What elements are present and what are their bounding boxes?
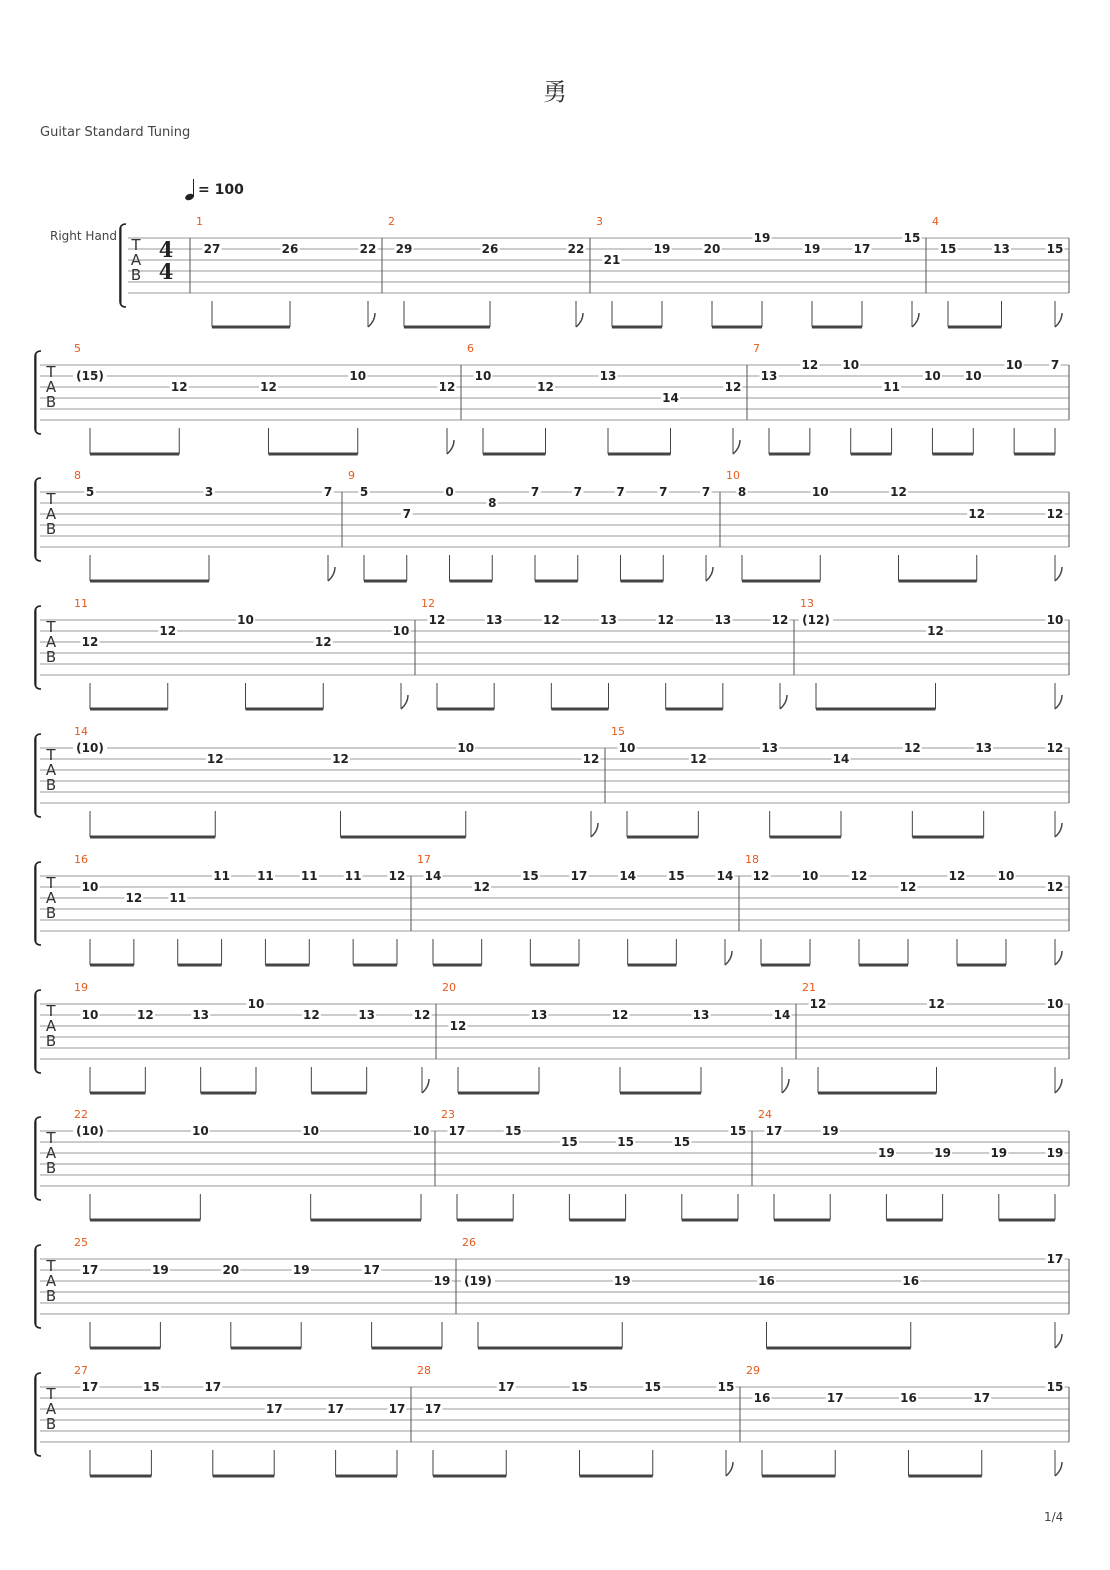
note-flag	[782, 1079, 789, 1093]
fret-number: 12	[1046, 880, 1064, 894]
fret-number: 10	[457, 741, 475, 755]
fret-number: 7	[323, 485, 333, 499]
tab-clef-letter: A	[45, 505, 57, 523]
note-flag	[422, 1079, 429, 1093]
fret-number: 12	[159, 624, 177, 638]
note-flag	[725, 951, 732, 965]
fret-number: 19	[1046, 1146, 1064, 1160]
fret-number: (10)	[76, 741, 104, 755]
fret-number: 12	[125, 891, 143, 905]
fret-number: 10	[924, 369, 941, 383]
fret-number: 12	[302, 1008, 320, 1022]
note-flag	[368, 313, 375, 327]
tab-clef-letter: T	[46, 1002, 56, 1020]
note-flag	[733, 440, 740, 454]
measure-number: 26	[462, 1236, 476, 1249]
tab-clef-letter: A	[130, 251, 142, 269]
note-flag	[1055, 313, 1062, 327]
tab-clef-letter: A	[45, 889, 57, 907]
fret-number: 17	[497, 1380, 515, 1394]
fret-number: 7	[402, 507, 411, 521]
measure-number: 20	[442, 981, 456, 994]
tab-clef-letter: B	[45, 520, 57, 538]
fret-number: 15	[1046, 1380, 1064, 1394]
fret-number: 22	[567, 242, 585, 256]
fret-number: 7	[573, 485, 582, 499]
fret-number: 15	[561, 1135, 578, 1149]
note-flag	[1055, 951, 1062, 965]
fret-number: 10	[237, 613, 254, 627]
fret-number: 12	[428, 613, 446, 627]
fret-number: 12	[1046, 741, 1064, 755]
fret-number: 12	[689, 752, 707, 766]
note-flag	[1055, 567, 1062, 581]
fret-number: 12	[537, 380, 554, 394]
note-flag	[1055, 823, 1062, 837]
note-flag	[1055, 1462, 1062, 1476]
tempo-value: = 100	[198, 182, 244, 198]
note-flag	[1055, 1334, 1062, 1348]
fret-number: 12	[890, 485, 907, 499]
fret-number: 15	[729, 1124, 747, 1138]
score-title: 勇	[543, 78, 567, 106]
measure-number: 1	[196, 215, 203, 228]
fret-number: 7	[530, 485, 540, 499]
fret-number: 10	[618, 741, 636, 755]
fret-number: 7	[659, 485, 668, 499]
fret-number: 19	[433, 1274, 451, 1288]
tab-clef-letter: B	[45, 1287, 57, 1305]
fret-number: 12	[850, 869, 868, 883]
note-flag	[576, 313, 583, 327]
fret-number: 12	[314, 635, 332, 649]
fret-number: 27	[203, 242, 221, 256]
fret-number: 15	[717, 1380, 735, 1394]
measure-number: 25	[74, 1236, 88, 1249]
fret-number: 13	[714, 613, 732, 627]
note-flag	[401, 695, 408, 709]
fret-number: 10	[81, 880, 99, 894]
fret-number: 19	[653, 242, 671, 256]
measure-number: 28	[417, 1364, 431, 1377]
fret-number: 20	[222, 1263, 240, 1277]
fret-number: 15	[667, 869, 685, 883]
fret-number: 13	[485, 613, 503, 627]
tab-clef-letter: T	[46, 490, 56, 508]
fret-number: 14	[662, 391, 679, 405]
fret-number: 0	[445, 485, 454, 499]
fret-number: 12	[136, 1008, 154, 1022]
fret-number: 10	[191, 1124, 209, 1138]
fret-number: 13	[760, 369, 778, 383]
fret-number: 17	[265, 1402, 283, 1416]
measure-number: 7	[753, 342, 760, 355]
fret-number: 15	[521, 869, 539, 883]
tab-clef-letter: B	[45, 1032, 57, 1050]
note-flag	[328, 567, 335, 581]
fret-number: 12	[968, 507, 986, 521]
tab-clef-letter: B	[45, 776, 57, 794]
fret-number: 22	[359, 242, 377, 256]
fret-number: 17	[1046, 1252, 1064, 1266]
fret-number: 11	[257, 869, 274, 883]
note-flag	[912, 313, 919, 327]
note-flag	[706, 567, 713, 581]
fret-number: 15	[644, 1380, 662, 1394]
fret-number: 10	[842, 358, 860, 372]
fret-number: 11	[300, 869, 318, 883]
note-flag	[1055, 695, 1062, 709]
fret-number: 11	[169, 891, 187, 905]
tab-clef-letter: T	[46, 746, 56, 764]
fret-number: 12	[899, 880, 917, 894]
fret-number: 12	[1046, 507, 1064, 521]
fret-number: 17	[424, 1402, 442, 1416]
fret-number: 19	[292, 1263, 310, 1277]
fret-number: 19	[878, 1146, 895, 1160]
tab-clef-letter: T	[46, 1385, 56, 1403]
fret-number: 13	[692, 1008, 710, 1022]
fret-number: 7	[701, 485, 711, 499]
fret-number: 15	[504, 1124, 522, 1138]
fret-number: (10)	[76, 1124, 104, 1138]
fret-number: 10	[997, 869, 1015, 883]
fret-number: 21	[603, 253, 621, 267]
fret-number: 10	[474, 369, 492, 383]
track-name: Right Hand	[50, 229, 118, 243]
measure-number: 13	[800, 597, 814, 610]
fret-number: 19	[990, 1146, 1008, 1160]
fret-number: 10	[1046, 613, 1064, 627]
measure-number: 22	[74, 1108, 88, 1121]
fret-number: 17	[448, 1124, 466, 1138]
tab-clef-letter: T	[46, 1257, 56, 1275]
fret-number: 10	[811, 485, 829, 499]
fret-number: 15	[903, 231, 921, 245]
fret-number: 3	[204, 485, 214, 499]
fret-number: 20	[703, 242, 721, 256]
fret-number: 13	[192, 1008, 210, 1022]
measure-number: 23	[441, 1108, 455, 1121]
fret-number: 11	[213, 869, 230, 883]
fret-number: 17	[81, 1263, 99, 1277]
tab-clef-letter: A	[45, 761, 57, 779]
fret-number: 15	[939, 242, 957, 256]
measure-number: 16	[74, 853, 88, 866]
fret-number: 19	[934, 1146, 951, 1160]
fret-number: 17	[973, 1391, 991, 1405]
fret-number: 13	[975, 741, 993, 755]
fret-number: 16	[900, 1391, 917, 1405]
fret-number: 12	[927, 624, 944, 638]
fret-number: 12	[438, 380, 456, 394]
fret-number: 15	[617, 1135, 634, 1149]
fret-number: 14	[619, 869, 637, 883]
tab-clef-letter: A	[45, 1272, 57, 1290]
fret-number: 12	[332, 752, 349, 766]
fret-number: 17	[765, 1124, 783, 1138]
fret-number: 13	[358, 1008, 376, 1022]
note-flag	[780, 695, 787, 709]
fret-number: 10	[302, 1124, 320, 1138]
fret-number: 12	[582, 752, 600, 766]
fret-number: 16	[753, 1391, 771, 1405]
tab-clef-letter: B	[45, 904, 57, 922]
fret-number: 12	[928, 997, 945, 1011]
measure-number: 14	[74, 725, 88, 738]
measure-number: 12	[421, 597, 435, 610]
note-flag	[1055, 1079, 1062, 1093]
fret-number: 10	[247, 997, 265, 1011]
tab-clef-letter: T	[46, 618, 56, 636]
fret-number: 12	[948, 869, 966, 883]
fret-number: 19	[152, 1263, 169, 1277]
fret-number: 16	[902, 1274, 920, 1288]
fret-number: 12	[473, 880, 491, 894]
fret-number: 10	[801, 869, 819, 883]
fret-number: 5	[85, 485, 95, 499]
fret-number: 17	[327, 1402, 344, 1416]
fret-number: 13	[530, 1008, 548, 1022]
fret-number: 26	[481, 242, 499, 256]
fret-number: 12	[809, 997, 827, 1011]
page-number: 1/4	[1044, 1510, 1064, 1524]
fret-number: 10	[1005, 358, 1023, 372]
tab-clef-letter: A	[45, 1144, 57, 1162]
fret-number: 8	[737, 485, 747, 499]
fret-number: 12	[657, 613, 675, 627]
fret-number: 12	[81, 635, 99, 649]
measure-number: 15	[611, 725, 625, 738]
fret-number: 13	[761, 741, 779, 755]
fret-number: 15	[143, 1380, 160, 1394]
fret-number: 12	[724, 380, 742, 394]
tab-clef-letter: A	[45, 1400, 57, 1418]
fret-number: 17	[853, 242, 871, 256]
fret-number: 12	[752, 869, 770, 883]
fret-number: 15	[1046, 242, 1064, 256]
tab-clef-letter: A	[45, 633, 57, 651]
time-signature-top: 4	[158, 237, 174, 262]
fret-number: 11	[344, 869, 362, 883]
tab-clef-letter: B	[130, 266, 142, 284]
fret-number: 12	[388, 869, 406, 883]
measure-number: 3	[596, 215, 603, 228]
fret-number: (15)	[76, 369, 104, 383]
fret-number: 29	[395, 242, 413, 256]
fret-number: 17	[826, 1391, 844, 1405]
measure-number: 29	[746, 1364, 760, 1377]
fret-number: 12	[449, 1019, 467, 1033]
fret-number: 7	[616, 485, 625, 499]
measure-number: 27	[74, 1364, 88, 1377]
fret-number: 17	[204, 1380, 222, 1394]
measure-number: 19	[74, 981, 88, 994]
fret-number: 13	[993, 242, 1010, 256]
tab-clef-letter: B	[45, 1159, 57, 1177]
measure-number: 4	[932, 215, 939, 228]
fret-number: 15	[571, 1380, 588, 1394]
note-flag	[447, 440, 454, 454]
tab-clef-letter: B	[45, 393, 57, 411]
measure-number: 6	[467, 342, 474, 355]
tab-clef-letter: A	[45, 378, 57, 396]
fret-number: 19	[753, 231, 771, 245]
measure-number: 9	[348, 469, 355, 482]
fret-number: (12)	[802, 613, 830, 627]
fret-number: 10	[349, 369, 367, 383]
measure-number: 24	[758, 1108, 772, 1121]
fret-number: (19)	[464, 1274, 492, 1288]
fret-number: 12	[903, 741, 921, 755]
fret-number: 10	[392, 624, 410, 638]
measure-number: 21	[802, 981, 816, 994]
tab-clef-letter: B	[45, 1415, 57, 1433]
fret-number: 19	[803, 242, 821, 256]
fret-number: 12	[260, 380, 277, 394]
fret-number: 14	[716, 869, 734, 883]
fret-number: 14	[832, 752, 850, 766]
fret-number: 19	[613, 1274, 631, 1288]
fret-number: 12	[771, 613, 789, 627]
fret-number: 14	[773, 1008, 791, 1022]
tuning-label: Guitar Standard Tuning	[40, 125, 191, 140]
fret-number: 16	[758, 1274, 775, 1288]
fret-number: 11	[883, 380, 900, 394]
time-signature-bottom: 4	[158, 259, 174, 284]
fret-number: 10	[964, 369, 982, 383]
fret-number: 8	[488, 496, 497, 510]
tab-clef-letter: T	[131, 236, 141, 254]
measure-number: 18	[745, 853, 759, 866]
measure-number: 8	[74, 469, 81, 482]
measure-number: 11	[74, 597, 88, 610]
fret-number: 12	[611, 1008, 629, 1022]
fret-number: 26	[281, 242, 299, 256]
fret-number: 17	[81, 1380, 99, 1394]
fret-number: 14	[424, 869, 442, 883]
note-flag	[726, 1462, 733, 1476]
fret-number: 10	[81, 1008, 99, 1022]
tab-clef-letter: B	[45, 648, 57, 666]
tab-clef-letter: A	[45, 1017, 57, 1035]
fret-number: 10	[1046, 997, 1064, 1011]
tab-clef-letter: T	[46, 874, 56, 892]
measure-number: 2	[388, 215, 395, 228]
note-flag	[591, 823, 598, 837]
measure-number: 5	[74, 342, 81, 355]
fret-number: 15	[673, 1135, 691, 1149]
fret-number: 5	[359, 485, 369, 499]
fret-number: 19	[821, 1124, 839, 1138]
fret-number: 12	[206, 752, 224, 766]
fret-number: 12	[413, 1008, 431, 1022]
tab-clef-letter: T	[46, 363, 56, 381]
fret-number: 17	[388, 1402, 406, 1416]
fret-number: 7	[1050, 358, 1060, 372]
fret-number: 17	[570, 869, 588, 883]
fret-number: 17	[363, 1263, 380, 1277]
fret-number: 13	[599, 369, 617, 383]
tab-clef-letter: T	[46, 1129, 56, 1147]
measure-number: 10	[726, 469, 740, 482]
fret-number: 13	[600, 613, 617, 627]
fret-number: 12	[170, 380, 188, 394]
fret-number: 12	[542, 613, 560, 627]
measure-number: 17	[417, 853, 431, 866]
fret-number: 10	[412, 1124, 430, 1138]
fret-number: 12	[801, 358, 819, 372]
